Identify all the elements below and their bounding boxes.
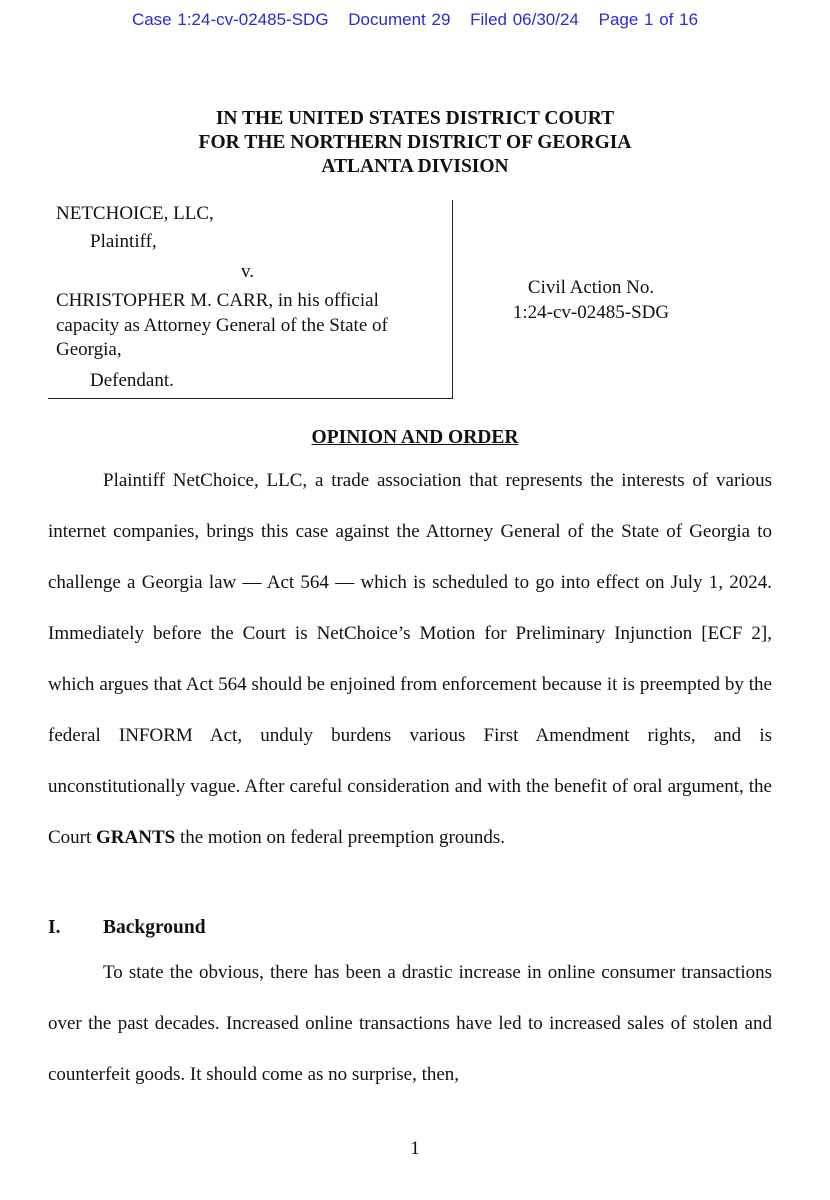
court-line-3: ATLANTA DIVISION xyxy=(321,156,509,177)
paragraph-intro-text: Plaintiff NetChoice, LLC, a trade association that represents the interests of various internet companies, brings this case against the Attorney General of the State of Georgia to challenge a Georgia law — Act 564 — which is scheduled to go into effect on July 1, 2024. Immediately before the Court is NetChoice’s Motion for Preliminary Injunction [ECF 2], which argues that Act 564 should be enjoined from enforcement because it is preempted by the federal INFORM Act, unduly burdens various First Amendment rights, and is unconstitutionally vague. After careful consideration and with the benefit of oral argument, the Court xyxy=(48,470,772,848)
plaintiff-name: NETCHOICE, LLC, xyxy=(56,203,214,224)
court-line-1: IN THE UNITED STATES DISTRICT COURT xyxy=(215,108,615,129)
paragraph-intro-tail: the motion on federal preemption grounds. xyxy=(179,827,506,848)
ecf-header-stamp xyxy=(0,10,830,30)
section-number: I. xyxy=(48,917,61,938)
page-number: 1 xyxy=(410,1138,420,1159)
case-caption-parties xyxy=(48,200,453,399)
plaintiff-role: Plaintiff, xyxy=(90,231,157,252)
defendant-role: Defendant. xyxy=(90,370,174,391)
section-title: Background xyxy=(103,917,206,938)
versus: v. xyxy=(241,261,255,282)
civil-action-number: 1:24-cv-02485-SDG xyxy=(512,302,670,323)
filed-date-stamp: Filed 06/30/24 xyxy=(470,10,579,29)
paragraph-background: To state the obvious, there has been a drastic increase in online consumer transactions over the past decades. Increased online transactions have led to increased sales of stolen and counterfeit goods. It should come as no surprise, then, xyxy=(48,962,772,1085)
document-number-stamp: Document 29 xyxy=(348,10,451,29)
defendant-name: CHRISTOPHER M. CARR, in his official capacity as Attorney General of the State of Georgia, xyxy=(56,290,388,360)
case-number-stamp: Case 1:24-cv-02485-SDG xyxy=(131,10,329,29)
court-line-2: FOR THE NORTHERN DISTRICT OF GEORGIA xyxy=(198,132,632,153)
page-count-stamp: Page 1 of 16 xyxy=(598,10,699,29)
document-title: OPINION AND ORDER xyxy=(311,427,519,448)
paragraph-intro xyxy=(48,455,772,863)
grants-emphasis: GRANTS xyxy=(96,827,176,848)
court-heading xyxy=(0,107,830,179)
civil-action-block xyxy=(452,275,730,325)
civil-action-label: Civil Action No. xyxy=(527,277,655,298)
